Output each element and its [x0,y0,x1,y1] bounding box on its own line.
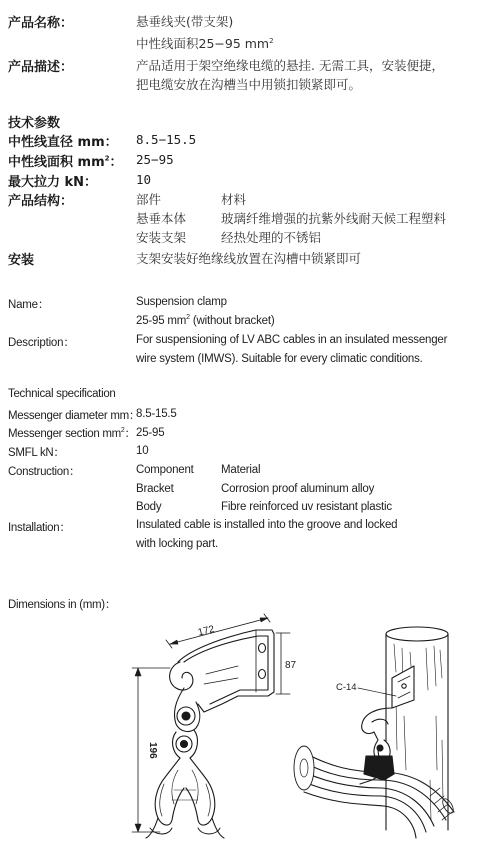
dim-length-label: 196 [147,742,158,759]
en-construction-part-2: Body [136,501,162,513]
en-desc-line1: For suspensioning of LV ABC cables in an insulated messenger [136,334,448,346]
cn-force-value: 10 [136,172,152,187]
en-smfl-value: 10 [136,445,149,457]
callout-c14-label: C-14 [336,682,357,693]
cn-desc-line1: 产品适用于架空绝缘电缆的悬挂. 无需工具，安装便捷， [136,58,444,73]
cn-desc-label: 产品描述： [8,60,74,75]
en-area-sup: 2 [186,314,190,322]
en-section-sup: 2 [120,427,125,435]
cn-struct-label: 产品结构： [8,194,74,209]
en-construction-part-1: Bracket [136,483,174,495]
en-section-value: 25-95 [136,427,165,439]
en-diam-value: 8.5-15.5 [136,408,177,420]
cn-struct-part-0: 部件 [136,192,162,207]
cn-struct-material-1: 玻璃纤维增强的抗紫外线耐天候工程塑料 [221,211,447,226]
cn-diam-label: 中性线直径 mm： [8,135,118,150]
cn-area-text: 中性线面积25−95 mm [136,36,270,51]
cn-force-label: 最大拉力 kN： [8,175,98,190]
cn-install-value: 支架安装好绝缘线放置在沟槽中锁紧即可 [136,251,362,266]
en-tech-title: Technical specification [8,388,116,400]
en-construction-label: Construction： [8,466,81,478]
cn-section-text: 中性线面积 mm [8,155,105,170]
en-name-label: Name： [8,299,50,311]
cn-section-label [8,151,123,170]
en-diam-label: Messenger diameter mm： [8,410,141,422]
en-install-label: Installation： [8,522,71,534]
en-section-text: Messenger section mm [8,428,121,440]
en-section-colon: ： [124,428,136,440]
en-area-text: 25-95 mm [136,315,187,327]
cn-section-value: 25−95 [136,152,174,167]
en-construction-material-0: Material [221,464,261,476]
cn-area-sup: 2 [269,36,274,45]
en-construction-part-0: Component [136,464,194,476]
cn-struct-part-1: 悬垂本体 [136,211,187,226]
cn-diam-value: 8.5−15.5 [136,132,197,147]
cn-struct-part-2: 安装支架 [136,230,187,245]
en-section-label [8,425,136,441]
dim-width-label: 172 [196,623,216,639]
cn-desc-line2: 把电缆安放在沟槽当中用锁扣锁紧即可。 [136,77,362,92]
cn-tech-title: 技术参数 [8,116,61,131]
cn-area-value [136,34,274,52]
cn-struct-material-2: 经热处理的不锈铝 [221,230,322,245]
en-construction-material-2: Fibre reinforced uv resistant plastic [221,501,392,513]
cn-name-value: 悬垂线夹(带支架) [136,14,234,29]
cn-section-sup: 2 [104,154,110,163]
clamp-elevation [132,614,290,838]
cn-struct-material-0: 材料 [221,192,247,207]
en-install-line1: Insulated cable is installed into the groove and locked [136,519,398,531]
cn-name-label: 产品名称： [8,16,74,31]
en-install-line2: with locking part. [136,538,219,550]
cn-install-label: 安装 [8,253,35,268]
en-desc-line2: wire system (IMWS). Suitable for every climatic conditions. [136,353,423,365]
clamp-installed-on-pole [294,627,455,838]
dim-height-label: 87 [285,660,297,671]
cn-section-colon: ： [109,155,123,170]
en-smfl-label: SMFL kN： [8,447,65,459]
en-desc-label: Description： [8,337,75,349]
en-area-suffix: (without bracket) [189,315,275,327]
technical-drawing [0,600,497,867]
dimensions-title: Dimensions in (mm)： [8,599,117,611]
en-construction-material-1: Corrosion proof aluminum alloy [221,483,375,495]
en-area-value [136,315,274,327]
en-name-value: Suspension clamp [136,296,227,308]
